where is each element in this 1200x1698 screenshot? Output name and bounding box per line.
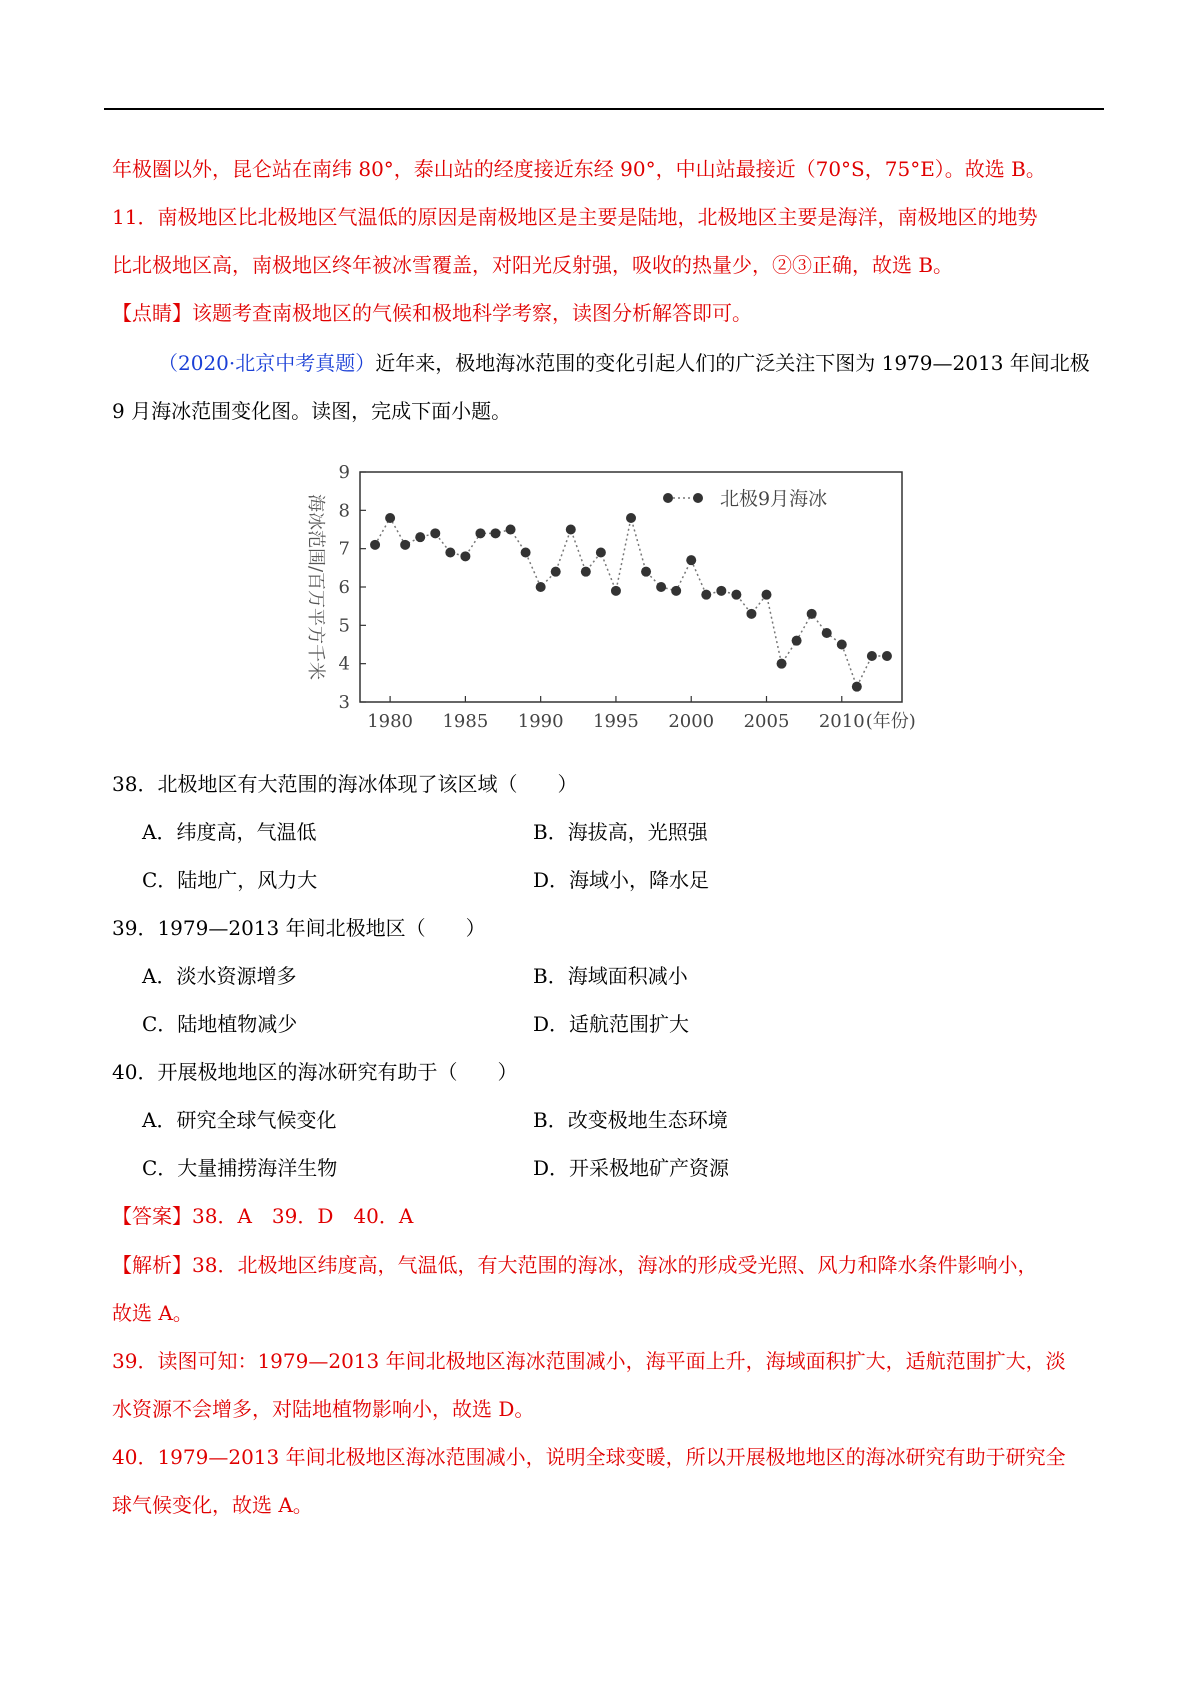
question-38-option-b: B．海拔高，光照强 bbox=[533, 820, 708, 844]
y-tick-label: 5 bbox=[338, 615, 350, 637]
data-point bbox=[596, 548, 606, 558]
data-point bbox=[536, 582, 546, 592]
question-source: （2020·北京中考真题） bbox=[158, 351, 376, 375]
question-38-option-d: D．海域小，降水足 bbox=[533, 868, 710, 892]
question-39-option-b: B．海域面积减小 bbox=[533, 964, 688, 988]
data-point bbox=[566, 525, 576, 535]
x-tick-label: 1980 bbox=[367, 711, 414, 732]
data-point bbox=[686, 555, 696, 565]
x-tick-label: 2005 bbox=[743, 711, 790, 732]
data-point bbox=[777, 659, 787, 669]
header-rule bbox=[104, 108, 1104, 110]
data-point bbox=[370, 540, 380, 550]
y-tick-label: 4 bbox=[338, 653, 350, 675]
data-point bbox=[445, 548, 455, 558]
x-tick-label: 1985 bbox=[442, 711, 489, 732]
data-point bbox=[656, 582, 666, 592]
data-point bbox=[867, 651, 877, 661]
question-39-option-d: D．适航范围扩大 bbox=[533, 1012, 690, 1036]
x-tick-label: 1990 bbox=[517, 711, 564, 732]
question-40-option-a: A．研究全球气候变化 bbox=[142, 1108, 337, 1132]
answer-line: 【答案】38．A 39．D 40．A bbox=[112, 1204, 414, 1228]
analysis-line-1: 年极圈以外，昆仑站在南纬 80°，泰山站的经度接近东经 90°，中山站最接近（70°S，75°E）。故选 B。 bbox=[112, 157, 1046, 181]
analysis-39-line-1: 39．读图可知：1979—2013 年间北极地区海冰范围减小，海平面上升，海域面积扩大，适航范围扩大，淡 bbox=[112, 1349, 1066, 1373]
y-tick-label: 8 bbox=[338, 500, 350, 522]
data-point bbox=[400, 540, 410, 550]
x-tick-label: 2010 bbox=[818, 711, 865, 732]
data-point bbox=[792, 636, 802, 646]
analysis-38-line-1: 【解析】38．北极地区纬度高，气温低，有大范围的海冰，海冰的形成受光照、风力和降水条件影响小， bbox=[112, 1253, 1038, 1277]
data-point bbox=[491, 528, 501, 538]
question-38-option-c: C．陆地广，风力大 bbox=[142, 868, 318, 892]
tip-line: 【点睛】该题考查南极地区的气候和极地科学考察，读图分析解答即可。 bbox=[112, 301, 752, 325]
analysis-39-line-2: 水资源不会增多，对陆地植物影响小，故选 D。 bbox=[112, 1397, 535, 1421]
y-tick-label: 9 bbox=[338, 462, 350, 483]
legend-label: 北极9月海冰 bbox=[720, 488, 828, 510]
data-point bbox=[746, 609, 756, 619]
x-tick-label: 2000 bbox=[668, 711, 715, 732]
data-point bbox=[611, 586, 621, 596]
analysis-38-line-2: 故选 A。 bbox=[112, 1301, 193, 1325]
data-point bbox=[521, 548, 531, 558]
data-point bbox=[701, 590, 711, 600]
question-40-stem: 40．开展极地地区的海冰研究有助于（ ） bbox=[112, 1060, 518, 1084]
data-point bbox=[551, 567, 561, 577]
question-39-stem: 39．1979—2013 年间北极地区（ ） bbox=[112, 916, 486, 940]
sea-ice-chart-svg bbox=[280, 452, 940, 752]
y-axis-label: 海冰范围/百万平方千米 bbox=[305, 493, 326, 681]
data-point bbox=[882, 651, 892, 661]
question-intro bbox=[158, 349, 1090, 377]
data-point bbox=[731, 590, 741, 600]
question-38-option-a: A．纬度高，气温低 bbox=[142, 820, 317, 844]
data-point bbox=[415, 532, 425, 542]
data-point bbox=[837, 640, 847, 650]
question-40-option-c: C．大量捕捞海洋生物 bbox=[142, 1156, 338, 1180]
data-point bbox=[460, 551, 470, 561]
question-40-option-d: D．开采极地矿产资源 bbox=[533, 1156, 730, 1180]
data-point bbox=[807, 609, 817, 619]
data-point bbox=[506, 525, 516, 535]
sea-ice-chart bbox=[280, 452, 940, 752]
y-tick-label: 3 bbox=[338, 692, 350, 713]
legend-marker bbox=[693, 493, 703, 503]
data-point bbox=[852, 682, 862, 692]
data-point bbox=[475, 528, 485, 538]
data-point bbox=[716, 586, 726, 596]
question-intro-text: 近年来，极地海冰范围的变化引起人们的广泛关注下图为 1979—2013 年间北极 bbox=[375, 351, 1090, 375]
data-point bbox=[822, 628, 832, 638]
analysis-40-line-1: 40．1979—2013 年间北极地区海冰范围减小，说明全球变暖，所以开展极地地区的海冰研究有助于研究全 bbox=[112, 1445, 1066, 1469]
series-line bbox=[375, 518, 887, 687]
analysis-40-line-2: 球气候变化，故选 A。 bbox=[112, 1493, 313, 1517]
analysis-line-3: 比北极地区高，南极地区终年被冰雪覆盖，对阳光反射强，吸收的热量少，②③正确，故选 B。 bbox=[112, 253, 954, 277]
data-point bbox=[762, 590, 772, 600]
data-point bbox=[385, 513, 395, 523]
y-tick-label: 7 bbox=[338, 538, 350, 560]
data-point bbox=[641, 567, 651, 577]
y-tick-label: 6 bbox=[338, 577, 350, 598]
analysis-line-2: 11．南极地区比北极地区气温低的原因是南极地区是主要是陆地，北极地区主要是海洋，南极地区的地势 bbox=[112, 205, 1038, 229]
question-38-stem: 38．北极地区有大范围的海冰体现了该区域（ ） bbox=[112, 772, 578, 796]
question-intro-line-2: 9 月海冰范围变化图。读图，完成下面小题。 bbox=[112, 399, 512, 423]
question-40-option-b: B．改变极地生态环境 bbox=[533, 1108, 728, 1132]
data-point bbox=[671, 586, 681, 596]
x-axis-label: (年份) bbox=[865, 711, 916, 732]
data-point bbox=[581, 567, 591, 577]
question-39-option-c: C．陆地植物减少 bbox=[142, 1012, 298, 1036]
data-point bbox=[626, 513, 636, 523]
legend-marker bbox=[663, 493, 673, 503]
data-point bbox=[430, 528, 440, 538]
x-tick-label: 1995 bbox=[593, 711, 639, 732]
question-39-option-a: A．淡水资源增多 bbox=[142, 964, 297, 988]
